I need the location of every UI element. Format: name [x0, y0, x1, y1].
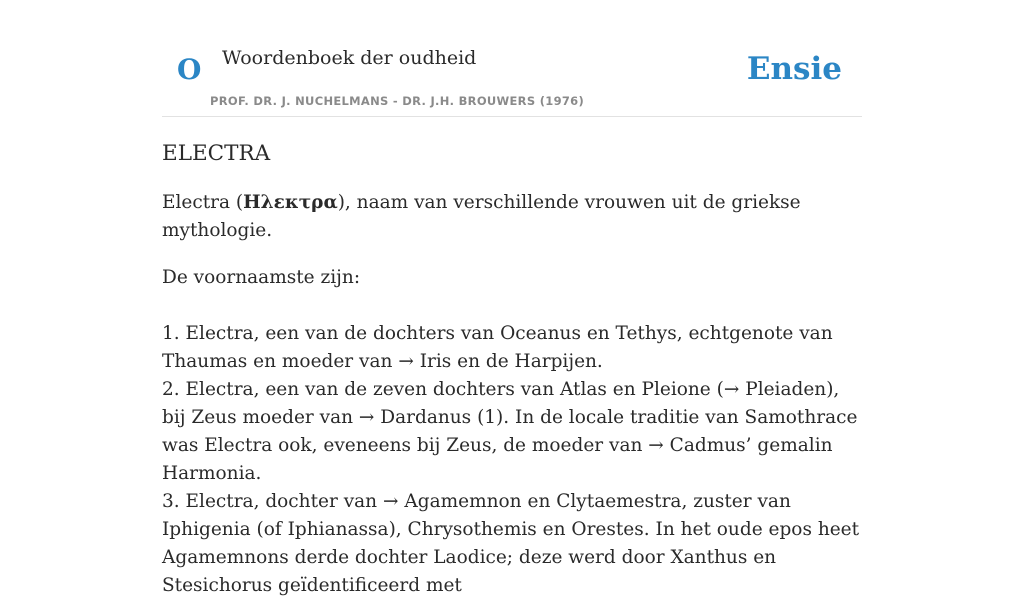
crossref-link[interactable]: → Cadmus — [648, 435, 746, 456]
item-text: (1). In de locale traditie van Samothrace was Electra ook, eveneens bij Zeus, de moeder van — [162, 407, 858, 456]
entry-intro — [162, 189, 862, 245]
intro-text-end: ), naam van verschillende vrouwen uit de griekse mythologie. — [162, 192, 801, 241]
entry-list — [162, 320, 862, 600]
entry-content — [162, 138, 862, 600]
crossref-link[interactable]: → Iris — [398, 351, 452, 372]
list-item — [162, 488, 862, 600]
item-text: en de Harpijen. — [451, 351, 603, 372]
list-item — [162, 376, 862, 488]
entry-lead: De voornaamste zijn: — [162, 267, 361, 288]
item-text: 2. Electra, een van de zeven dochters van Atlas en Pleione ( — [162, 379, 724, 400]
greek-name: Ηλεκτρα — [243, 192, 338, 213]
book-title[interactable]: Woordenboek der oudheid — [222, 47, 477, 69]
book-authors: PROF. DR. J. NUCHELMANS - DR. J.H. BROUWERS (1976) — [210, 94, 585, 108]
crossref-link[interactable]: → Dardanus — [358, 407, 472, 428]
ensie-logo[interactable]: Ensie — [746, 51, 842, 87]
list-item — [162, 320, 862, 376]
item-text: ’ gemalin Harmonia. — [162, 435, 833, 484]
item-text: 1. Electra, een van de dochters van Oceanus en Tethys, echtgenote van Thaumas en moeder van — [162, 323, 833, 372]
item-text: 3. Electra, dochter van — [162, 491, 383, 512]
item-text: en Clytaemestra, zuster van Iphigenia (of Iphianassa), Chrysothemis en Orestes. In het oude epos heet Agamemnons derde dochter Laodice; deze werd door Xanthus en Stesichorus geïdentificeerd met — [162, 491, 860, 596]
item-text: ), bij Zeus moeder van — [162, 379, 840, 428]
header — [162, 0, 862, 117]
entry-title: ELECTRA — [162, 141, 271, 166]
crossref-link[interactable]: → Pleiaden — [723, 379, 827, 400]
crossref-link[interactable]: → Agamemnon — [382, 491, 522, 512]
intro-text-start: Electra ( — [162, 192, 244, 213]
index-letter[interactable]: O — [177, 53, 202, 86]
